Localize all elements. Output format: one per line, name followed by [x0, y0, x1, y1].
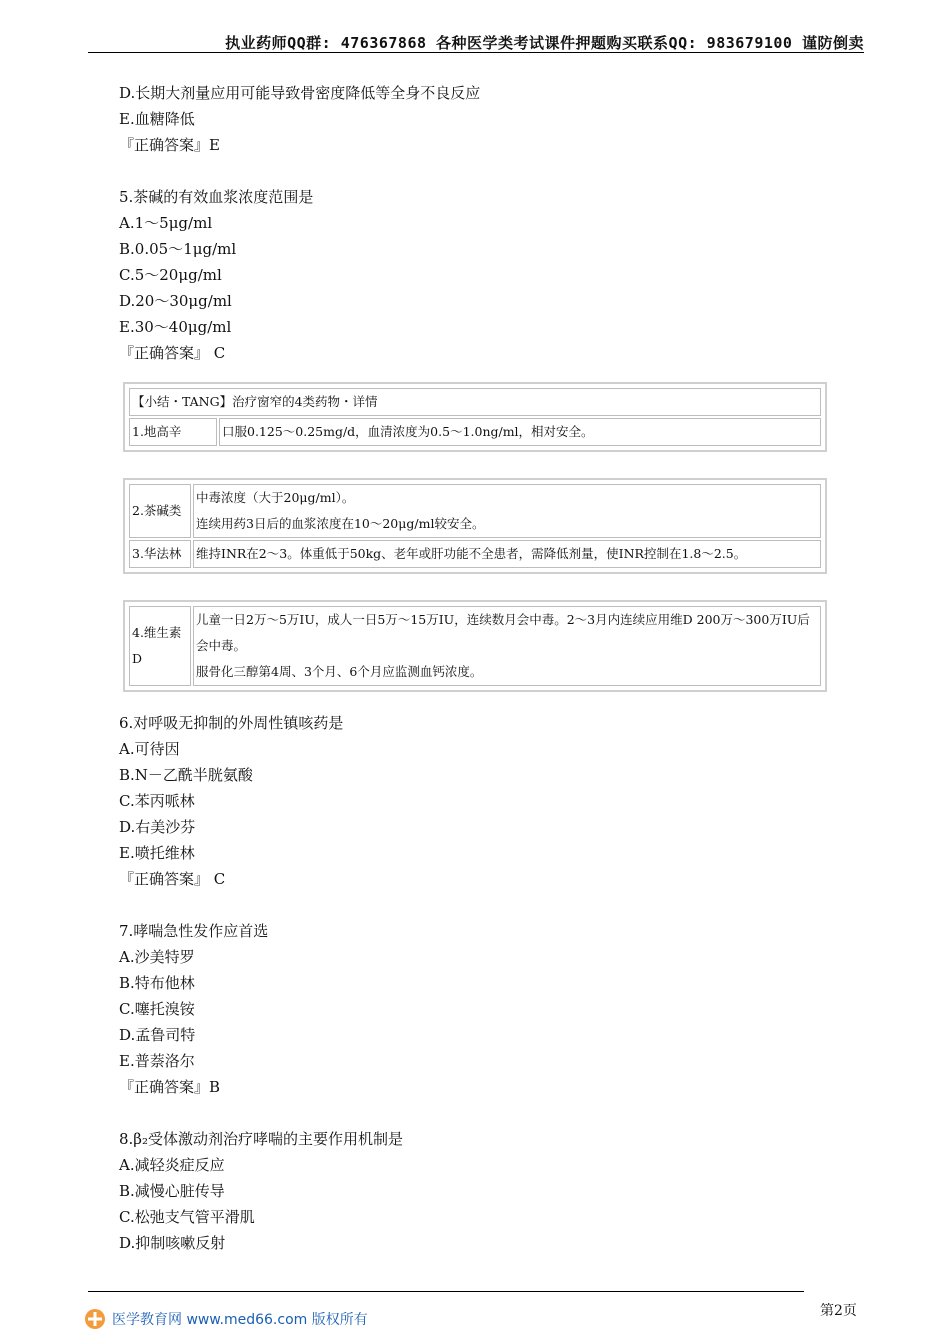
summary-table-1 — [123, 382, 827, 452]
summary-table-2 — [123, 478, 827, 574]
header-rule — [88, 52, 864, 53]
summary-detail: 维持INR在2～3。体重低于50kg、老年或肝功能不全患者，需降低剂量，使INR控制在1.8～2.5。 — [193, 540, 821, 568]
q7-question: 7.哮喘急性发作应首选 — [119, 922, 269, 940]
summary-detail-line: 服骨化三醇第4周、3个月、6个月应监测血钙浓度。 — [196, 664, 483, 679]
q7-option-e: E.普萘洛尔 — [119, 1052, 195, 1070]
q5-option-a: A.1～5μg/ml — [119, 214, 213, 232]
summary-table-3 — [123, 600, 827, 692]
summary-detail-line: 连续用药3日后的血浆浓度在10～20μg/ml较安全。 — [196, 516, 485, 531]
q5-question: 5.茶碱的有效血浆浓度范围是 — [119, 188, 314, 206]
q6-option-b: B.N－乙酰半胱氨酸 — [119, 766, 253, 784]
summary-label: 3.华法林 — [129, 540, 191, 568]
page-number: 第2页 — [820, 1303, 857, 1319]
q7-option-b: B.特布他林 — [119, 974, 195, 992]
summary-title: 【小结・TANG】治疗窗窄的4类药物・详情 — [129, 388, 821, 416]
summary-label: 2.茶碱类 — [129, 484, 191, 538]
summary-detail-line: 中毒浓度（大于20μg/ml）。 — [196, 490, 355, 505]
q8-question: 8.β₂受体激动剂治疗哮喘的主要作用机制是 — [119, 1130, 403, 1148]
q6-option-d: D.右美沙芬 — [119, 818, 196, 836]
q7-answer: 『正确答案』B — [119, 1078, 221, 1096]
q8-option-d: D.抑制咳嗽反射 — [119, 1234, 226, 1252]
summary-label: 4.维生素D — [129, 606, 191, 686]
summary-detail: 口服0.125～0.25mg/d，血清浓度为0.5～1.0ng/ml，相对安全。 — [219, 418, 821, 446]
summary-detail-line: 儿童一日2万～5万IU，成人一日5万～15万IU，连续数月会中毒。2～3月内连续应用维D 200万～300万IU后会中毒。 — [196, 612, 810, 653]
q5-option-b: B.0.05～1μg/ml — [119, 240, 237, 258]
summary-detail — [193, 484, 821, 538]
q6-question: 6.对呼吸无抑制的外周性镇咳药是 — [119, 714, 344, 732]
q6-option-c: C.苯丙哌林 — [119, 792, 195, 810]
summary-detail — [193, 606, 821, 686]
q5-option-e: E.30～40μg/ml — [119, 318, 232, 336]
q8-option-b: B.减慢心脏传导 — [119, 1182, 225, 1200]
document-body — [119, 80, 839, 1256]
summary-label: 1.地高辛 — [129, 418, 217, 446]
q4-option-d: D.长期大剂量应用可能导致骨密度降低等全身不良反应 — [119, 84, 481, 102]
footer-site-link[interactable]: 医学教育网 www.med66.com 版权所有 — [112, 1312, 368, 1328]
q5-option-d: D.20～30μg/ml — [119, 292, 232, 310]
page-header: 执业药师QQ群: 476367868 各种医学类考试课件押题购买联系QQ: 983679100 谨防倒卖 — [225, 34, 864, 52]
q6-answer: 『正确答案』 C — [119, 870, 226, 888]
q7-option-a: A.沙美特罗 — [119, 948, 195, 966]
q7-option-d: D.孟鲁司特 — [119, 1026, 196, 1044]
q7-option-c: C.噻托溴铵 — [119, 1000, 195, 1018]
q8-option-c: C.松弛支气管平滑肌 — [119, 1208, 255, 1226]
footer-rule — [88, 1291, 804, 1292]
q4-option-e: E.血糖降低 — [119, 110, 195, 128]
q4-answer: 『正确答案』E — [119, 136, 220, 154]
q6-option-e: E.喷托维林 — [119, 844, 195, 862]
q5-answer: 『正确答案』 C — [119, 344, 226, 362]
q6-option-a: A.可待因 — [119, 740, 180, 758]
med66-logo-icon — [84, 1308, 106, 1330]
q8-option-a: A.减轻炎症反应 — [119, 1156, 225, 1174]
q5-option-c: C.5～20μg/ml — [119, 266, 222, 284]
